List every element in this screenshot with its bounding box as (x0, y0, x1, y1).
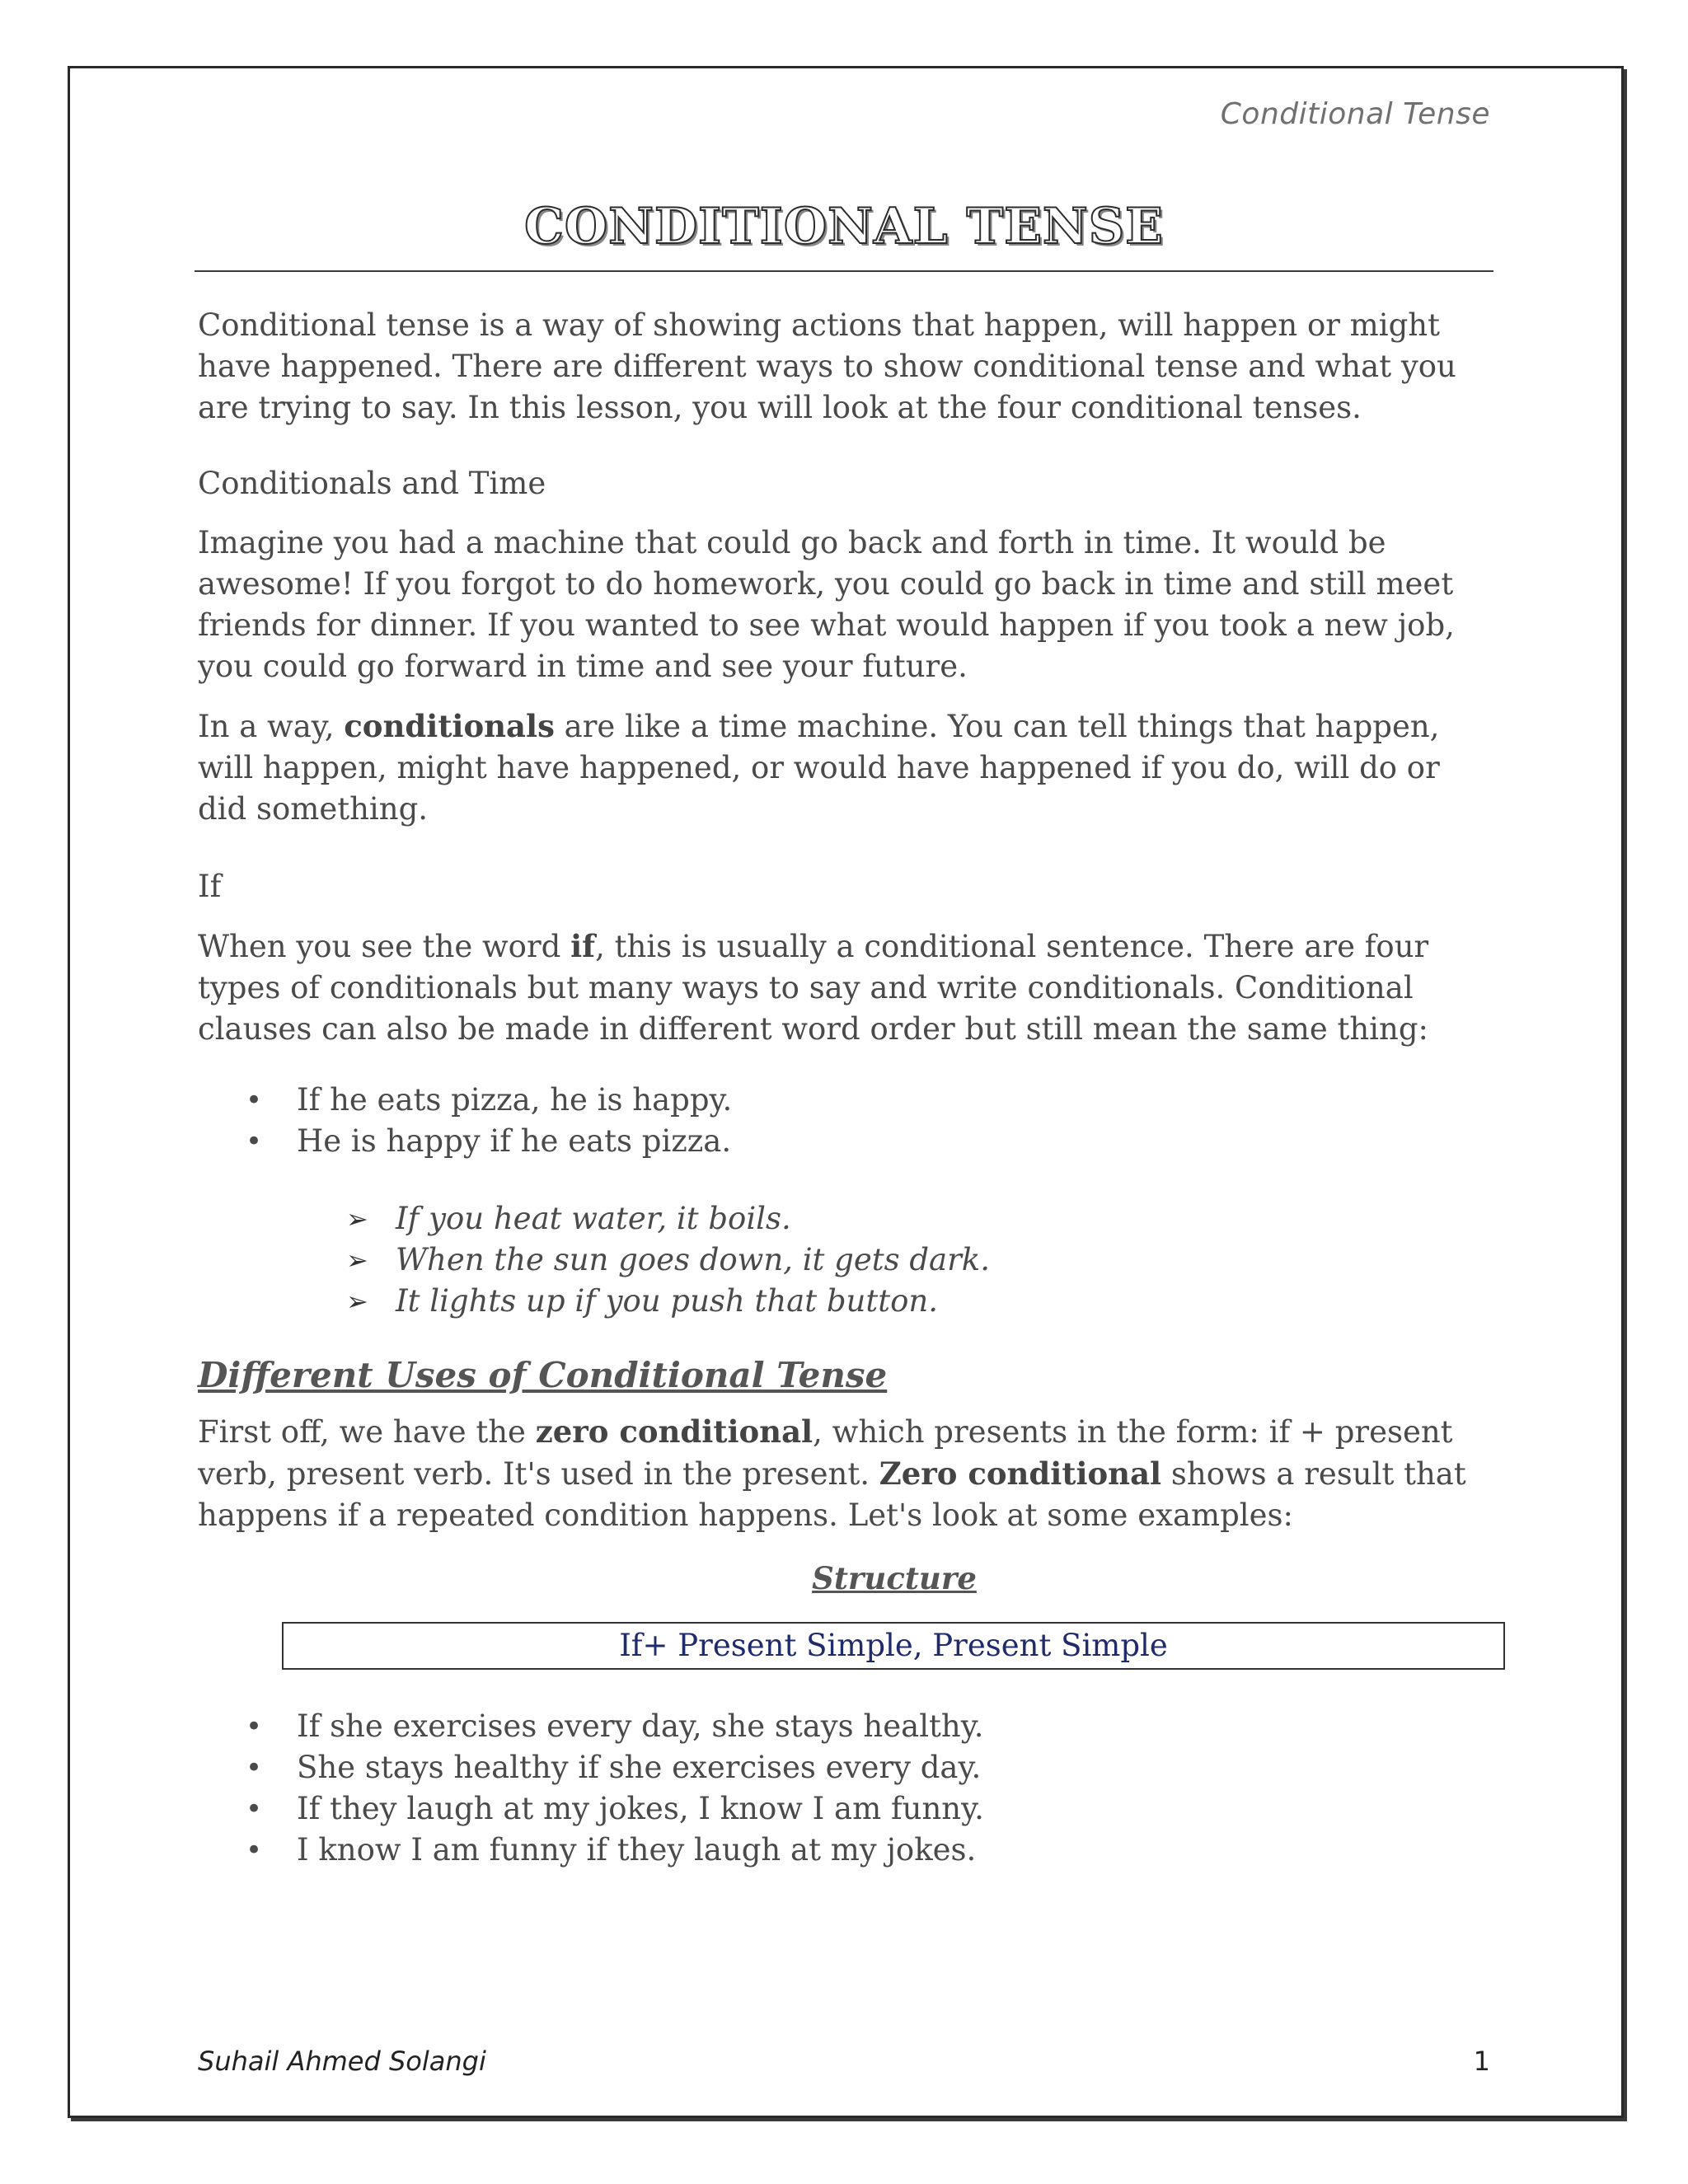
if-bullet-list (198, 1080, 1492, 1162)
conditionals-paragraph (198, 705, 1492, 830)
structure-label: Structure (812, 1560, 977, 1596)
list-item: ➢ It lights up if you push that button. (198, 1281, 1492, 1322)
list-item: • I know I am funny if they laugh at my jokes. (198, 1830, 1492, 1871)
list-item: • He is happy if he eats pizza. (198, 1121, 1492, 1162)
list-item: • She stays healthy if she exercises every day. (198, 1747, 1492, 1788)
time-section-label: Conditionals and Time (198, 466, 546, 501)
bold-term-zero-conditional-2: Zero conditional (879, 1455, 1162, 1492)
text-span: When you see the word (198, 929, 571, 964)
section-heading: Different Uses of Conditional Tense (198, 1355, 888, 1395)
intro-paragraph: Conditional tense is a way of showing actions that happen, will happen or might have happened. There are different ways to show conditional tense and what you are trying to say. In this lesson, you will look at the four conditional tenses. (198, 307, 1456, 425)
footer-author: Suhail Ahmed Solangi (198, 2046, 486, 2077)
zero-conditional-paragraph (198, 1411, 1492, 1536)
structure-formula-box: If+ Present Simple, Present Simple (282, 1622, 1505, 1670)
if-paragraph (198, 926, 1492, 1050)
list-item: • If he eats pizza, he is happy. (198, 1080, 1492, 1121)
zero-conditional-examples (198, 1706, 1492, 1871)
page-number: 1 (1473, 2046, 1490, 2077)
if-section-label: If (198, 869, 222, 904)
text-span: are like a time machine. You can tell things that happen, will happen, might have happened, or would have happened if you do, will do or did something. (198, 709, 1440, 827)
time-machine-paragraph: Imagine you had a machine that could go back and forth in time. It would be awesome! If you forgot to do homework, you could go back in time and still meet friends for dinner. If you wanted to see what would happen if you took a new job, you could go forward in time and see your future. (198, 525, 1455, 684)
text-span: , this is usually a conditional sentence. There are four types of conditionals but many ways to say and write conditionals. Conditional clauses can also be made in different word order but still mean the same thing: (198, 929, 1429, 1047)
bold-term-conditionals: conditionals (344, 708, 555, 744)
bold-term-zero-conditional: zero conditional (535, 1413, 814, 1450)
document-body (198, 305, 1492, 1871)
page-title: CONDITIONAL TENSE (524, 198, 1164, 255)
bold-term-if: if (570, 928, 596, 964)
running-header: Conditional Tense (1220, 97, 1490, 131)
list-item: • If they laugh at my jokes, I know I am funny. (198, 1788, 1492, 1830)
text-span: shows a result that happens if a repeated condition happens. Let's look at some examples: (198, 1456, 1466, 1533)
title-underline (195, 270, 1493, 272)
text-span: First off, we have the (198, 1414, 536, 1450)
list-item: ➢ When the sun goes down, it gets dark. (198, 1240, 1492, 1281)
example-arrow-list (198, 1198, 1492, 1322)
list-item: • If she exercises every day, she stays healthy. (198, 1706, 1492, 1747)
list-item: ➢ If you heat water, it boils. (198, 1198, 1492, 1240)
text-span: In a way, (198, 709, 345, 744)
text-span: , which presents in the form: if + present verb, present verb. It's used in the present. (198, 1414, 1453, 1492)
